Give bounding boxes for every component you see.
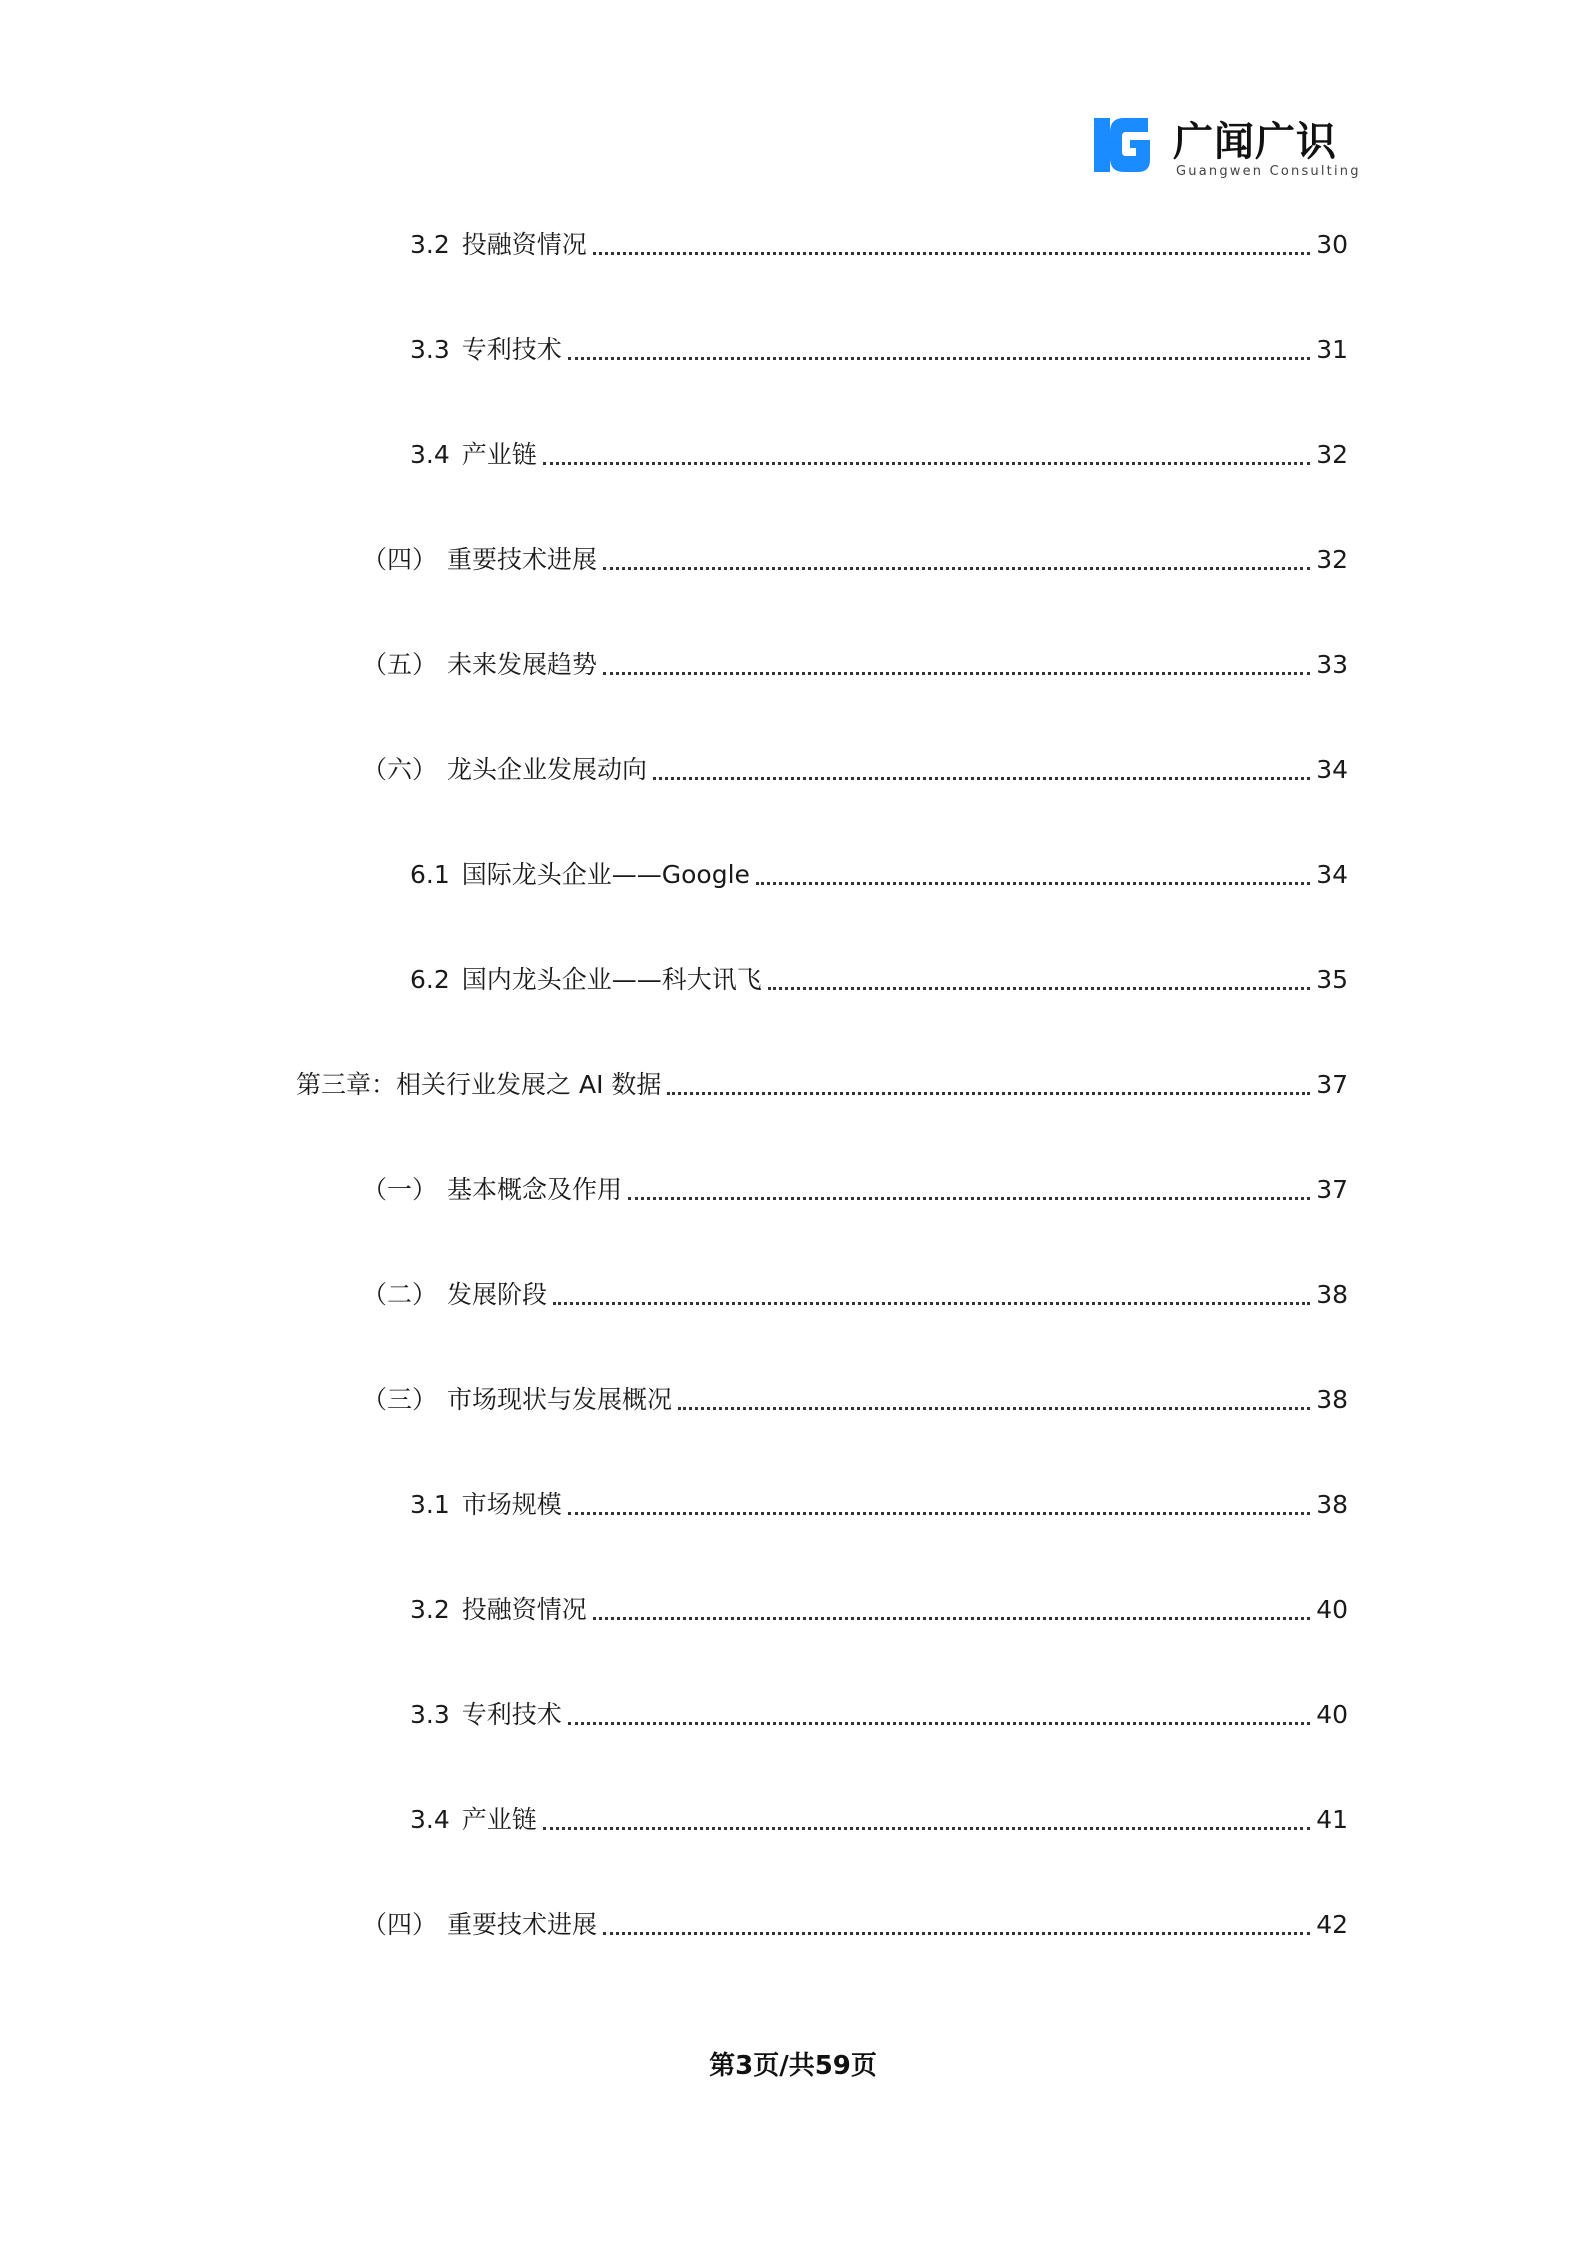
toc-dot-leader [553,1302,1310,1305]
toc-entry[interactable] [410,1485,1348,1525]
toc-dot-leader [603,567,1310,570]
toc-entry-page: 38 [1316,1490,1348,1519]
toc-entry[interactable] [410,855,1348,895]
toc-entry[interactable] [362,1170,1348,1210]
toc-chapter-entry[interactable] [296,1065,1348,1105]
toc-entry-number: 第三章： [296,1070,397,1099]
toc-entry-number: 6.1 [410,860,450,889]
toc-entry-title: 市场规模 [461,1490,562,1519]
toc-entry[interactable] [410,960,1348,1000]
toc-entry[interactable] [362,1905,1348,1945]
page-footer-counter: 第3页/共59页 [709,2051,877,2081]
brand-name-cn: 广闻广识 [1173,119,1337,165]
toc-entry-number: （一） [362,1175,438,1204]
toc-entry-title: 国际龙头企业——Google [461,860,750,889]
brand-name-en: Guangwen Consulting [1176,164,1361,179]
toc-entry[interactable] [362,540,1348,580]
toc-entry-number: （四） [362,1910,438,1939]
toc-dot-leader [628,1197,1310,1200]
toc-entry-number: 3.4 [410,1805,450,1834]
toc-entry[interactable] [362,1380,1348,1420]
toc-entry-number: 3.2 [410,230,450,259]
toc-entry-number: 3.3 [410,1700,450,1729]
toc-dot-leader [543,462,1310,465]
toc-entry-title: 市场现状与发展概况 [447,1385,673,1414]
toc-entry-number: 3.3 [410,335,450,364]
toc-entry-number: 3.2 [410,1595,450,1624]
toc-entry[interactable] [410,435,1348,475]
toc-entry-page: 40 [1316,1700,1348,1729]
toc-entry-number: 3.4 [410,440,450,469]
toc-entry[interactable] [410,225,1348,265]
toc-dot-leader [593,252,1310,255]
toc-entry-number: （二） [362,1280,438,1309]
toc-entry-title: 投融资情况 [461,1595,587,1624]
toc-entry-page: 32 [1316,440,1348,469]
toc-entry-number: （四） [362,545,438,574]
toc-entry-number: 6.2 [410,965,450,994]
toc-dot-leader [678,1407,1310,1410]
toc-entry-number: 3.1 [410,1490,450,1519]
toc-entry-page: 38 [1316,1280,1348,1309]
toc-entry-page: 42 [1316,1910,1348,1939]
toc-entry-page: 41 [1316,1805,1348,1834]
toc-dot-leader [768,987,1310,990]
toc-entry-page: 34 [1316,755,1348,784]
toc-entry-page: 30 [1316,230,1348,259]
toc-dot-leader [667,1092,1310,1095]
toc-entry[interactable] [410,1800,1348,1840]
toc-dot-leader [593,1617,1310,1620]
toc-entry[interactable] [362,645,1348,685]
toc-entry-title: 专利技术 [461,1700,562,1729]
toc-dot-leader [756,882,1310,885]
toc-entry-page: 33 [1316,650,1348,679]
toc-entry-page: 37 [1316,1070,1348,1099]
toc-dot-leader [568,1722,1310,1725]
toc-entry-title: 相关行业发展之 AI 数据 [396,1070,662,1099]
toc-entry-number: （六） [362,755,438,784]
toc-entry-title: 产业链 [461,1805,537,1834]
toc-dot-leader [568,357,1310,360]
toc-entry-page: 31 [1316,335,1348,364]
toc-entry[interactable] [362,750,1348,790]
toc-dot-leader [568,1512,1310,1515]
toc-entry-page: 38 [1316,1385,1348,1414]
toc-entry-page: 34 [1316,860,1348,889]
toc-entry-title: 重要技术进展 [447,545,598,574]
toc-entry-title: 未来发展趋势 [447,650,598,679]
toc-entry[interactable] [410,1590,1348,1630]
toc-entry-title: 发展阶段 [447,1280,548,1309]
toc-entry-title: 投融资情况 [461,230,587,259]
toc-entry-page: 40 [1316,1595,1348,1624]
toc-entry-title: 重要技术进展 [447,1910,598,1939]
toc-entry-number: （三） [362,1385,438,1414]
toc-dot-leader [543,1827,1310,1830]
toc-dot-leader [603,672,1310,675]
toc-entry-title: 国内龙头企业——科大讯飞 [461,965,762,994]
toc-dot-leader [603,1932,1310,1935]
toc-entry[interactable] [410,1695,1348,1735]
toc-entry-number: （五） [362,650,438,679]
toc-entry-title: 龙头企业发展动向 [447,755,648,784]
toc-entry-title: 专利技术 [461,335,562,364]
toc-entry-title: 基本概念及作用 [447,1175,623,1204]
toc-entry-title: 产业链 [461,440,537,469]
toc-entry-page: 32 [1316,545,1348,574]
toc-entry-page: 37 [1316,1175,1348,1204]
toc-dot-leader [653,777,1310,780]
toc-entry[interactable] [362,1275,1348,1315]
toc-entry[interactable] [410,330,1348,370]
toc-entry-page: 35 [1316,965,1348,994]
